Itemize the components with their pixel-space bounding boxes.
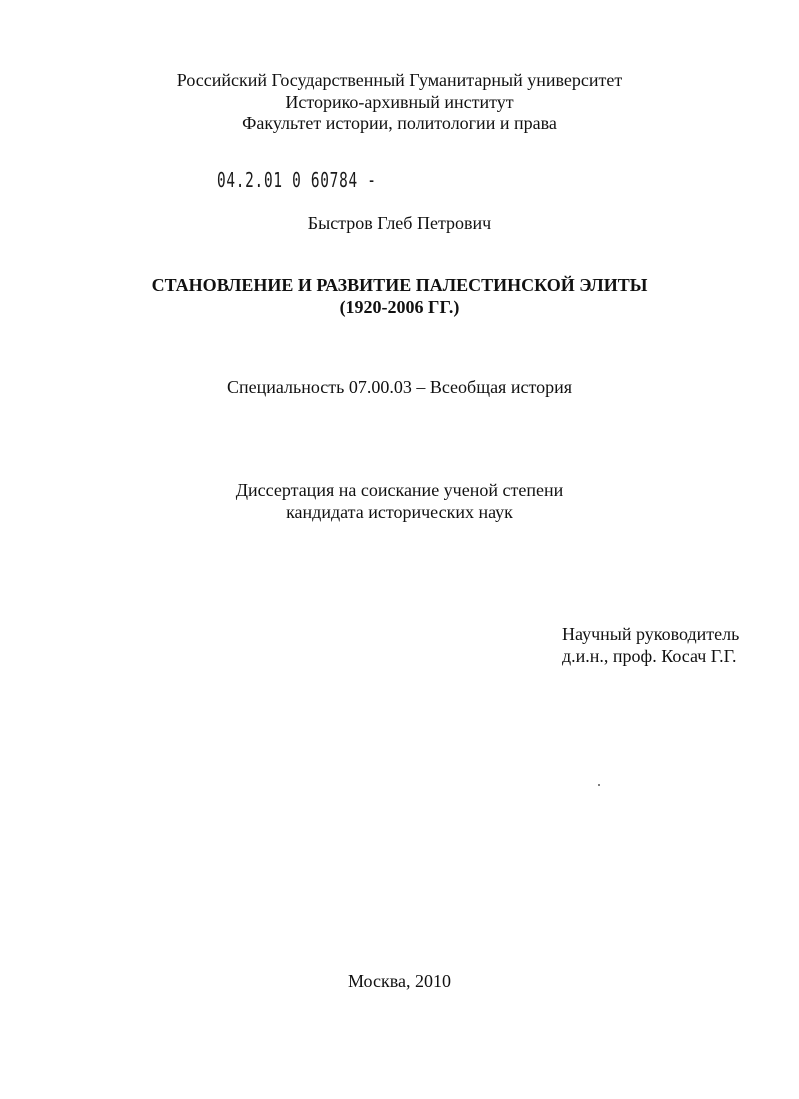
supervisor-label: Научный руководитель	[562, 624, 740, 644]
university-name: Российский Государственный Гуманитарный университет	[176, 70, 623, 90]
dissertation-title-line2: (1920-2006 ГГ.)	[339, 297, 460, 317]
faculty-name: Факультет истории, политологии и права	[242, 113, 557, 133]
library-stamp-code: 04.2.01 0 60784 -	[217, 168, 377, 192]
city-year: Москва, 2010	[348, 971, 451, 991]
institute-name: Историко-архивный институт	[285, 92, 514, 112]
dissertation-title-line1: СТАНОВЛЕНИЕ И РАЗВИТИЕ ПАЛЕСТИНСКОЙ ЭЛИТЫ	[151, 275, 648, 295]
degree-line1: Диссертация на соискание ученой степени	[235, 480, 564, 500]
author-name: Быстров Глеб Петрович	[307, 213, 492, 233]
degree-line2: кандидата исторических наук	[286, 502, 513, 522]
scan-speck	[598, 784, 600, 786]
supervisor-name: д.и.н., проф. Косач Г.Г.	[562, 646, 737, 666]
specialty: Специальность 07.00.03 – Всеобщая история	[226, 377, 573, 397]
